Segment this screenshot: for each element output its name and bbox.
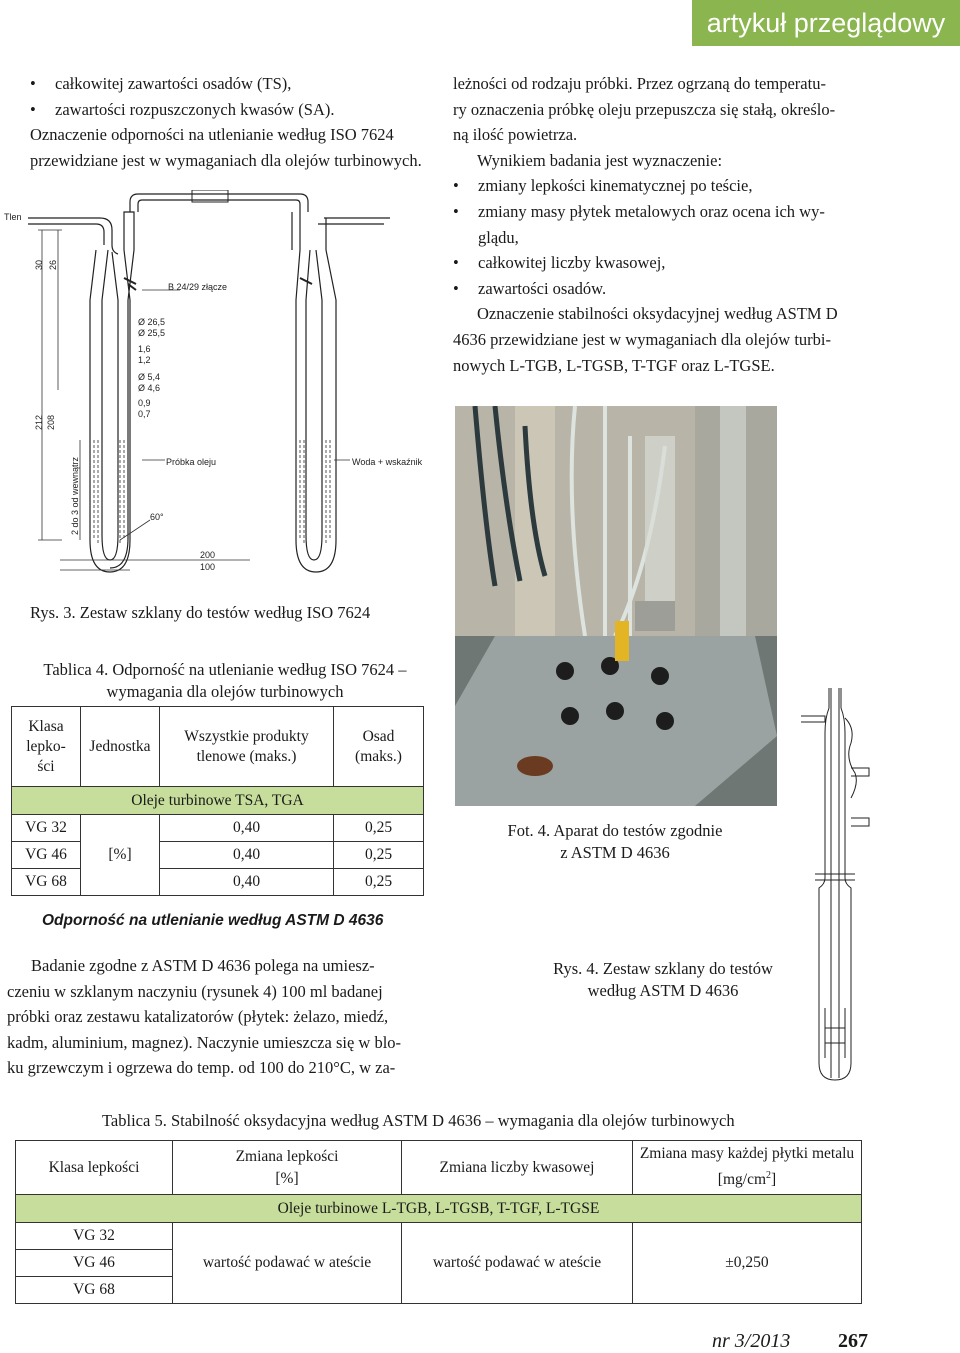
apparatus-photo [455, 406, 777, 806]
fot4-caption [500, 820, 730, 864]
list-item: • zawartości osadów. [453, 276, 873, 302]
dim-label: 1,6 [138, 344, 151, 354]
dim-label: 0,9 [138, 398, 151, 408]
text-line: próbki oraz zestawu katalizatorów (płytek: żelazo, miedź, [7, 1007, 389, 1027]
table-header: Wszystkie produkty tlenowe (maks.) [160, 707, 334, 787]
table4-title [10, 659, 440, 703]
table5-title: Tablica 5. Stabilność oksydacyjna według ASTM D 4636 – wymagania dla olejów turbinowych [102, 1111, 735, 1130]
dim-212-label: 212 [34, 414, 44, 430]
dim-label: Ø 4,6 [138, 383, 161, 393]
text-line: ku grzewczym i ogrzewa do temp. od 100 do 210°C, w za- [7, 1058, 396, 1078]
list-item: • zmiany lepkości kinematycznej po teście, [453, 173, 873, 199]
tlen-label: Tlen [4, 212, 22, 222]
wew-label: 2 do 3 od wewnątrz [70, 456, 80, 535]
text-line: Rys. 4. Zestaw szklany do testów [553, 959, 773, 978]
list-item: • zawartości rozpuszczonych kwasów (SA). [30, 97, 450, 123]
table-row: VG 46 [16, 1250, 862, 1277]
text-line: Tablica 4. Odporność na utlenianie według ISO 7624 – [43, 660, 407, 679]
astm-d4636-glassware-diagram [795, 688, 875, 1083]
table-header: Zmiana lepkości [%] [173, 1141, 402, 1195]
table-header: Osad (maks.) [334, 707, 424, 787]
paragraph [30, 122, 450, 173]
table-header: Klasa lepko- ści [12, 707, 81, 787]
text-line: leżności od rodzaju próbki. Przez ogrzaną do temperatu- [453, 74, 826, 93]
text-line: Oznaczenie stabilności oksydacyjnej według ASTM D [477, 304, 838, 324]
table-row: VG 32 wartość podawać w ateście wartość podawać w ateście ±0,250 [16, 1223, 862, 1250]
unit-cell: [%] [81, 815, 160, 896]
dim-30-label: 30 [34, 259, 44, 270]
table-row: VG 68 [16, 1277, 862, 1304]
table-header: Jednostka [81, 707, 160, 787]
dim-208-label: 208 [46, 414, 56, 430]
table-row: VG 46 0,40 0,25 [12, 842, 424, 869]
text-line: Wynikiem badania jest wyznaczenie: [477, 150, 723, 170]
table-row: VG 68 0,40 0,25 [12, 869, 424, 896]
dim-label: Ø 25,5 [138, 328, 166, 338]
probka-label: Próbka oleju [166, 457, 217, 467]
angle-label: 60° [150, 512, 164, 522]
dim-label: Ø 26,5 [138, 317, 166, 327]
iso7624-glassware-diagram [0, 190, 440, 590]
dim-100-label: 100 [200, 562, 216, 572]
right-top-text [453, 71, 873, 378]
dim-26-label: 26 [48, 259, 58, 270]
joint-label: B 24/29 złącze [168, 282, 228, 292]
table4 [11, 706, 424, 896]
text-line: czeniu w szklanym naczyniu (rysunek 4) 100 ml badanej [7, 981, 383, 1001]
table-group-row: Oleje turbinowe TSA, TGA [12, 787, 424, 815]
table-header: Klasa lepkości [16, 1141, 173, 1195]
text-line: nowych L-TGB, L-TGSB, T-TGF oraz L-TGSE. [453, 355, 775, 375]
table5 [15, 1140, 862, 1304]
list-item: • całkowitej liczby kwasowej, [453, 250, 873, 276]
text-line: z ASTM D 4636 [560, 843, 670, 862]
dim-label: 1,2 [138, 355, 151, 365]
list-item: • całkowitej zawartości osadów (TS), [30, 71, 450, 97]
fig3-caption: Rys. 3. Zestaw szklany do testów według ISO 7624 [30, 603, 371, 622]
text-line: wymagania dla olejów turbinowych [106, 682, 344, 701]
table-group-row: Oleje turbinowe L-TGB, L-TGSB, T-TGF, L-TGSE [16, 1195, 862, 1223]
text-line: Fot. 4. Aparat do testów zgodnie [507, 821, 723, 840]
section-heading: Odporność na utlenianie według ASTM D 4636 [42, 912, 384, 929]
page-number: 267 [838, 1330, 868, 1352]
dim-label: 0,7 [138, 409, 151, 419]
list-item: • zmiany masy płytek metalowych oraz ocena ich wy- glądu, [453, 199, 873, 250]
woda-label: Woda + wskaźnik [352, 457, 423, 467]
text-line: według ASTM D 4636 [587, 981, 739, 1000]
dim-label: Ø 5,4 [138, 372, 161, 382]
text-line: kadm, aluminium, magnez). Naczynie umieszcza się w blo- [7, 1032, 402, 1052]
table-header: Zmiana masy każdej płytki metalu $[mg/cm^2]$ [633, 1141, 862, 1195]
text-line: Badanie zgodne z ASTM D 4636 polega na umiesz- [31, 956, 375, 975]
text-line: ry oznaczenia próbkę oleju przepuszcza się stałą, określo- [453, 99, 836, 119]
text-line: ną ilość powietrza. [453, 125, 578, 145]
text-line: Oznaczenie odporności na utlenianie według ISO 7624 [30, 125, 394, 145]
left-top-text [30, 71, 450, 173]
dim-200-label: 200 [200, 550, 216, 560]
rys4-caption [548, 958, 778, 1002]
section-banner: artykuł przeglądowy [692, 0, 960, 46]
table-row: VG 32 [%] 0,40 0,25 [12, 815, 424, 842]
text-line: przewidziane jest w wymaganiach dla olejów turbinowych. [30, 150, 422, 170]
section2-text [7, 953, 427, 1081]
table-header: Zmiana liczby kwasowej [402, 1141, 633, 1195]
issue-number: nr 3/2013 [712, 1330, 791, 1352]
text-line: 4636 przewidziane jest w wymaganiach dla olejów turbi- [453, 329, 832, 349]
